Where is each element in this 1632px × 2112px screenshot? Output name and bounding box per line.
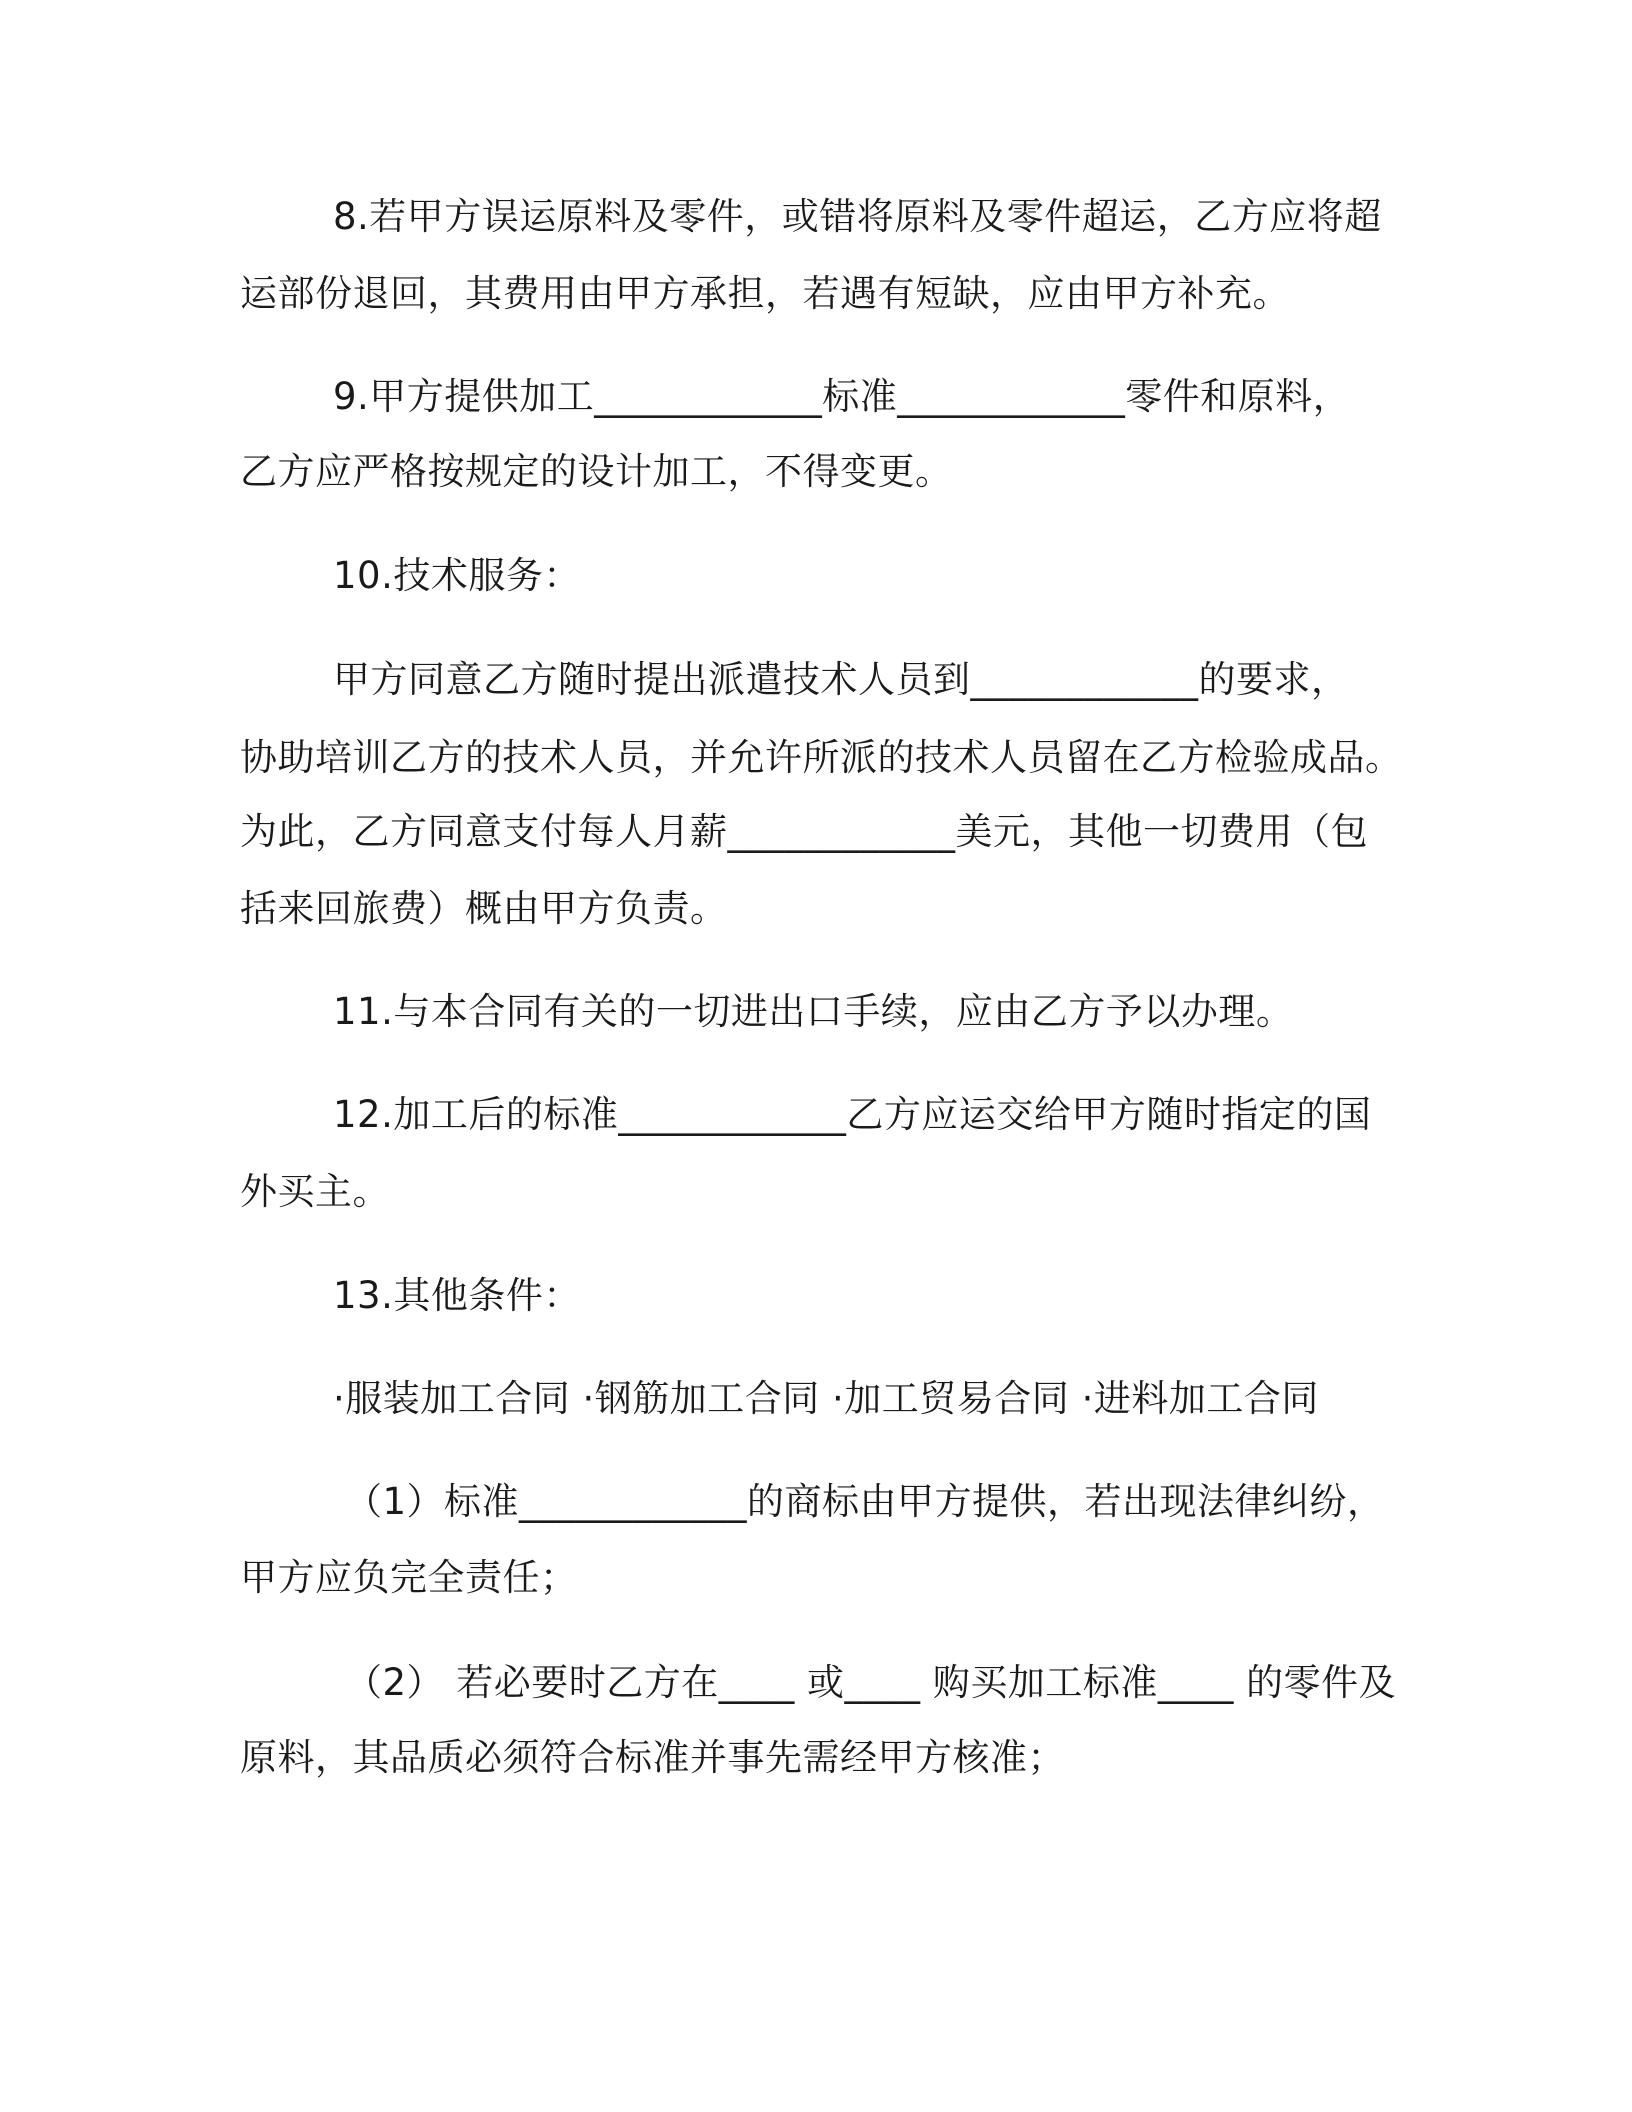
technical-service-line-4: 括来回旅费）概由甲方负责。 [240,887,728,930]
related-contracts-line: ·服装加工合同 ·钢筋加工合同 ·加工贸易合同 ·进料加工合同 [333,1377,1319,1420]
condition-2-line-2: 原料，其品质必须符合标准并事先需经甲方核准； [240,1736,1065,1779]
clause-8-line-1: 8.若甲方误运原料及零件，或错将原料及零件超运，乙方应将超 [333,195,1382,238]
clause-9-line-1: 9.甲方提供加工____________标准____________零件和原料， [333,375,1351,418]
clause-9-line-2: 乙方应严格按规定的设计加工，不得变更。 [240,450,953,493]
technical-service-line-1: 甲方同意乙方随时提出派遣技术人员到____________的要求， [333,658,1349,701]
clause-12-line-1: 12.加工后的标准____________乙方应运交给甲方随时指定的国 [333,1093,1372,1136]
clause-10-heading: 10.技术服务： [333,554,581,597]
clause-8-line-2: 运部份退回，其费用由甲方承担，若遇有短缺，应由甲方补充。 [240,272,1290,315]
clause-11-line-1: 11.与本合同有关的一切进出口手续，应由乙方予以办理。 [333,990,1294,1033]
condition-1-line-2: 甲方应负完全责任； [240,1556,578,1599]
clause-13-heading: 13.其他条件： [333,1274,581,1317]
clause-12-line-2: 外买主。 [240,1170,390,1213]
condition-2-line-1: （2） 若必要时乙方在____ 或____ 购买加工标准____ 的零件及 [345,1661,1397,1704]
condition-1-line-1: （1）标准____________的商标由甲方提供，若出现法律纠纷， [345,1480,1385,1523]
technical-service-line-3: 为此，乙方同意支付每人月薪____________美元，其他一切费用（包 [240,810,1368,853]
technical-service-line-2: 协助培训乙方的技术人员，并允许所派的技术人员留在乙方检验成品。 [240,736,1403,779]
